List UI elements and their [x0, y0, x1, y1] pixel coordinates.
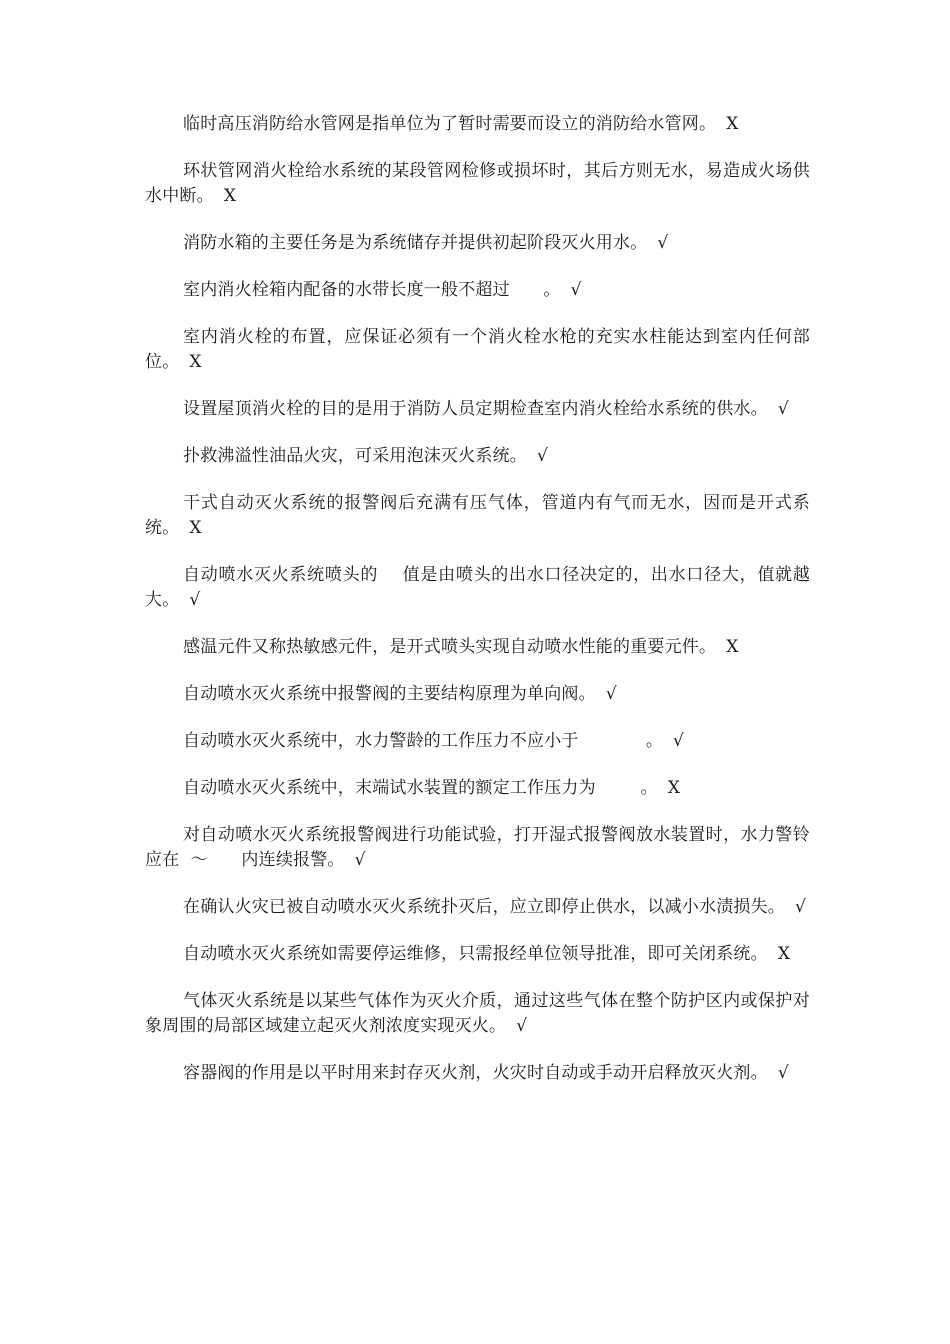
question-text: 气体灭火系统是以某些气体作为灭火介质，通过这些气体在整个防护区内或保护对象周围的局部区域建立起灭火剂浓度实现灭火。 — [145, 991, 810, 1036]
question-text: 干式自动灭火系统的报警阀后充满有压气体，管道内有气而无水，因而是开式系统。 — [145, 493, 810, 538]
question-text: 在确认火灾已被自动喷水灭火系统扑灭后，应立即停止供水，以减小水渍损失。 — [183, 897, 785, 917]
answer-mark: √ — [795, 897, 807, 917]
question-text: 自动喷水灭火系统中，末端试水装置的额定工作压力为 。 — [183, 778, 658, 798]
question-text: 临时高压消防给水管网是指单位为了暂时需要而设立的消防给水管网。 — [183, 114, 717, 134]
question-text: 自动喷水灭火系统中报警阀的主要结构原理为单向阀。 — [183, 684, 596, 704]
answer-mark: √ — [537, 446, 549, 466]
question-item — [145, 1061, 810, 1086]
answer-mark: X — [667, 778, 681, 798]
question-text: 自动喷水灭火系统喷头的 值是由喷头的出水口径决定的，出水口径大，值就越大。 — [145, 565, 810, 610]
answer-mark: √ — [777, 399, 789, 419]
question-text: 感温元件又称热敏感元件，是开式喷头实现自动喷水性能的重要元件。 — [183, 637, 717, 657]
answer-mark: √ — [605, 684, 617, 704]
question-item — [145, 729, 810, 754]
question-item — [145, 397, 810, 422]
answer-mark: √ — [570, 280, 582, 300]
question-item — [145, 635, 810, 660]
question-item — [145, 491, 810, 541]
question-item — [145, 231, 810, 256]
question-item — [145, 278, 810, 303]
question-item — [145, 823, 810, 873]
answer-mark: √ — [516, 1016, 528, 1036]
question-item — [145, 159, 810, 209]
question-text: 自动喷水灭火系统中，水力警龄的工作压力不应小于 。 — [183, 731, 664, 751]
answer-mark: √ — [777, 1063, 789, 1083]
question-item — [145, 325, 810, 375]
question-text: 对自动喷水灭火系统报警阀进行功能试验，打开湿式报警阀放水装置时，水力警铃应在 ～ 内连续报警。 — [145, 825, 810, 870]
answer-mark: √ — [189, 590, 201, 610]
question-item — [145, 682, 810, 707]
answer-mark: √ — [354, 850, 366, 870]
question-text: 环状管网消火栓给水系统的某段管网检修或损坏时，其后方则无水，易造成火场供水中断。 — [145, 161, 810, 206]
answer-mark: √ — [657, 233, 669, 253]
answer-mark: X — [223, 186, 237, 206]
question-item — [145, 563, 810, 613]
question-item — [145, 112, 810, 137]
question-item — [145, 942, 810, 967]
question-item — [145, 776, 810, 801]
answer-mark: X — [726, 637, 739, 657]
question-text: 自动喷水灭火系统如需要停运维修，只需报经单位领导批准，即可关闭系统。 — [183, 944, 768, 964]
question-item — [145, 989, 810, 1039]
answer-mark: X — [189, 518, 202, 538]
question-item — [145, 444, 810, 469]
question-text: 室内消火栓的布置，应保证必须有一个消火栓水枪的充实水柱能达到室内任何部位。 — [145, 327, 810, 372]
question-text: 容器阀的作用是以平时用来封存灭火剂，火灾时自动或手动开启释放灭火剂。 — [183, 1063, 768, 1083]
question-item — [145, 895, 810, 920]
answer-mark: √ — [673, 731, 685, 751]
question-text: 扑救沸溢性油品火灾，可采用泡沫灭火系统。 — [183, 446, 527, 466]
answer-mark: X — [726, 114, 739, 134]
question-text: 设置屋顶消火栓的目的是用于消防人员定期检查室内消火栓给水系统的供水。 — [183, 399, 768, 419]
question-text: 室内消火栓箱内配备的水带长度一般不超过 。 — [183, 280, 561, 300]
question-list — [145, 112, 810, 1108]
question-text: 消防水箱的主要任务是为系统储存并提供初起阶段灭火用水。 — [183, 233, 648, 253]
answer-mark: X — [189, 352, 202, 372]
answer-mark: X — [777, 944, 791, 964]
